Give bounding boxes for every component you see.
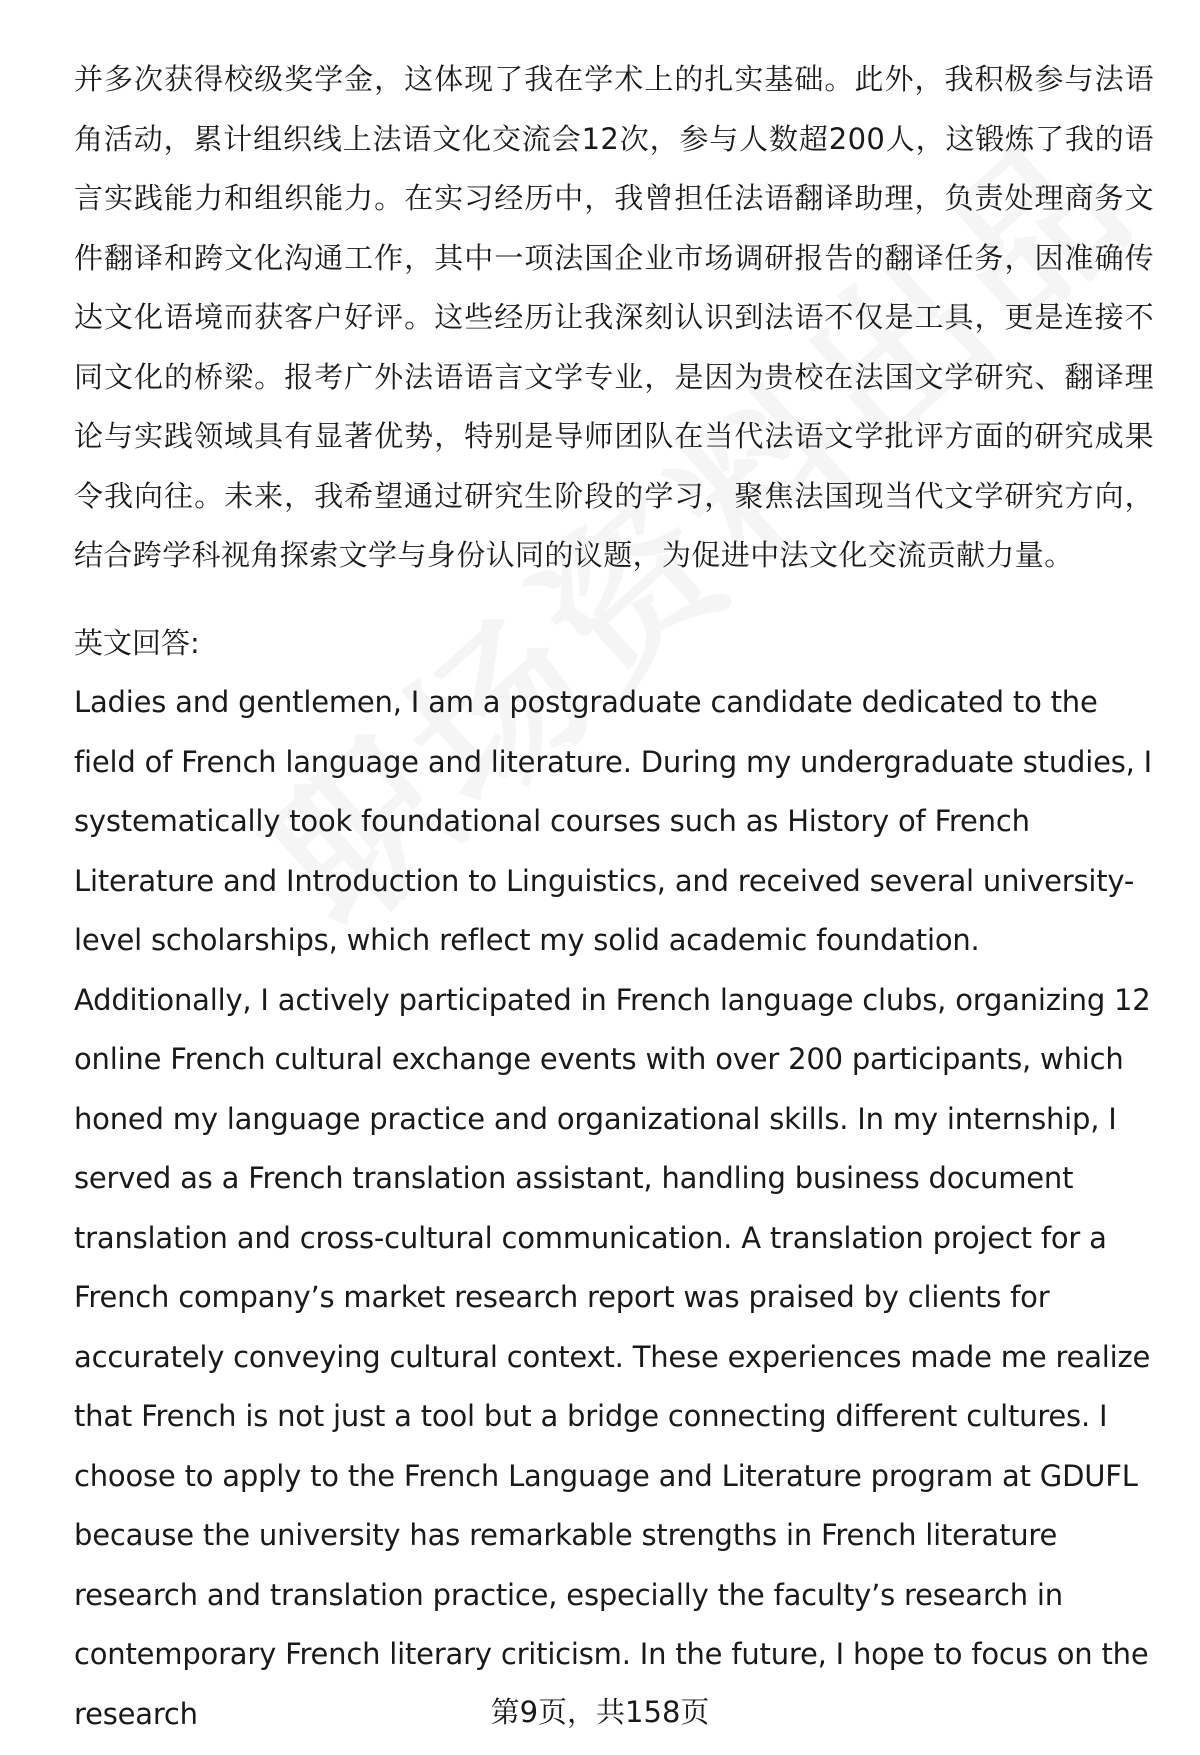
chinese-answer-paragraph: 并多次获得校级奖学金，这体现了我在学术上的扎实基础。此外，我积极参与法语角活动，累计组织线上法语文化交流会12次，参与人数超200人，这锻炼了我的语言实践能力和组织能力。在实习经历中，我曾担任法语翻译助理，负责处理商务文件翻译和跨文化沟通工作，其中一项法国企业市场调研报告的翻译任务，因准确传达文化语境而获客户好评。这些经历让我深刻认识到法语不仅是工具，更是连接不同文化的桥梁。报考广外法语语言文学专业，是因为贵校在法国文学研究、翻译理论与实践领域具有显著优势，特别是导师团队在当代法语文学批评方面的研究成果令我向往。未来，我希望通过研究生阶段的学习，聚焦法国现当代文学研究方向，结合跨学科视角探索文学与身份认同的议题，为促进中法文化交流贡献力量。 <box>74 62 1154 572</box>
english-answer-heading: 英文回答: <box>74 625 200 660</box>
document-body <box>74 50 1154 1744</box>
page-number-footer: 第9页，共158页 <box>490 1695 710 1729</box>
english-answer-paragraph: Ladies and gentlemen, I am a postgraduate candidate dedicated to the field of French language and literature. During my undergraduate studies, I systematically took foundational courses such as History of French Literature and Introduction to Linguistics, and received several university-level scholarships, which reflect my solid academic foundation. Additionally, I actively participated in French language clubs, organizing 12 online French cultural exchange events with over 200 participants, which honed my language practice and organizational skills. In my internship, I served as a French translation assistant, handling business document translation and cross-cultural communication. A translation project for a French company’s market research report was praised by clients for accurately conveying cultural context. These experiences made me realize that French is not just a tool but a bridge connecting different cultures. I choose to apply to the French Language and Literature program at GDUFL because the university has remarkable strengths in French literature research and translation practice, especially the faculty’s research in contemporary French literary criticism. In the future, I hope to focus on the research <box>74 685 1153 1731</box>
